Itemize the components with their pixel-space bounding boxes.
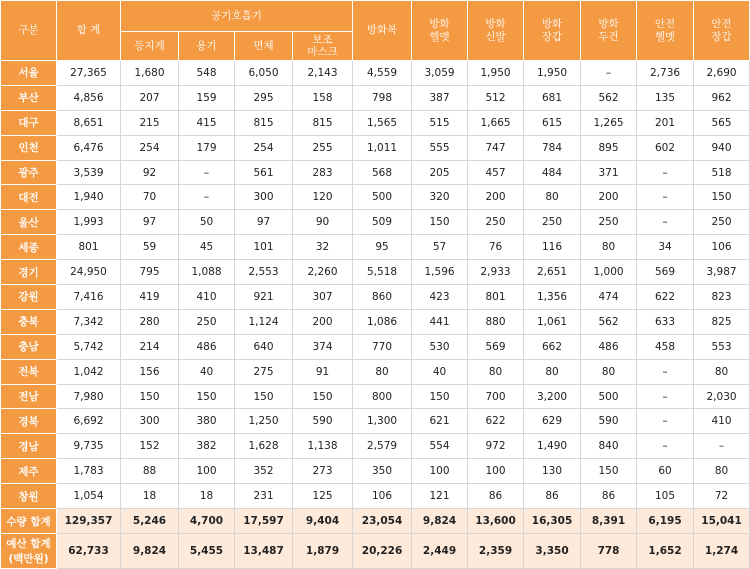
value-cell: 150 — [121, 384, 179, 409]
value-cell: 590 — [581, 409, 637, 434]
value-cell: 80 — [581, 235, 637, 260]
value-cell: 622 — [468, 409, 524, 434]
value-cell: 382 — [179, 434, 235, 459]
value-cell: 7,342 — [57, 309, 121, 334]
value-cell: 1,124 — [235, 309, 293, 334]
value-cell: 515 — [412, 110, 468, 135]
value-cell: 100 — [468, 459, 524, 484]
value-cell: 778 — [581, 534, 637, 569]
value-cell: 962 — [694, 85, 750, 110]
value-cell: 150 — [694, 185, 750, 210]
value-cell: 484 — [524, 160, 581, 185]
value-cell: 410 — [179, 285, 235, 310]
value-cell: 1,086 — [353, 309, 412, 334]
table-row — [1, 384, 750, 409]
value-cell: 2,690 — [694, 61, 750, 86]
value-cell: 1,879 — [293, 534, 353, 569]
header-rest: 방화 신발 — [468, 1, 524, 61]
value-cell: 6,692 — [57, 409, 121, 434]
value-cell: 770 — [353, 334, 412, 359]
value-cell: 921 — [235, 285, 293, 310]
value-cell: 860 — [353, 285, 412, 310]
value-cell: 97 — [121, 210, 179, 235]
value-cell: 1,565 — [353, 110, 412, 135]
value-cell: 159 — [179, 85, 235, 110]
value-cell: 76 — [468, 235, 524, 260]
value-cell: 415 — [179, 110, 235, 135]
header-rest: 방화 헬멧 — [412, 1, 468, 61]
value-cell: 2,553 — [235, 260, 293, 285]
value-cell: 423 — [412, 285, 468, 310]
value-cell: 880 — [468, 309, 524, 334]
value-cell: 486 — [179, 334, 235, 359]
value-cell: 565 — [694, 110, 750, 135]
value-cell: 615 — [524, 110, 581, 135]
table-row — [1, 434, 750, 459]
region-cell: 전남 — [1, 384, 57, 409]
value-cell: 1,138 — [293, 434, 353, 459]
region-cell: 수량 합계 — [1, 509, 57, 534]
value-cell: 457 — [468, 160, 524, 185]
value-cell: 86 — [524, 484, 581, 509]
value-cell: 105 — [637, 484, 694, 509]
value-cell: 80 — [524, 359, 581, 384]
value-cell: 500 — [353, 185, 412, 210]
value-cell: 125 — [293, 484, 353, 509]
value-cell: 97 — [235, 210, 293, 235]
header-breathing-sub: 등지게 — [121, 32, 179, 61]
value-cell: 214 — [121, 334, 179, 359]
value-cell: 24,950 — [57, 260, 121, 285]
value-cell: 4,856 — [57, 85, 121, 110]
value-cell: 940 — [694, 135, 750, 160]
value-cell: 700 — [468, 384, 524, 409]
value-cell: 2,933 — [468, 260, 524, 285]
value-cell: 200 — [468, 185, 524, 210]
table-row — [1, 484, 750, 509]
value-cell: 3,059 — [412, 61, 468, 86]
value-cell: 8,391 — [581, 509, 637, 534]
value-cell: – — [179, 160, 235, 185]
value-cell: – — [637, 434, 694, 459]
value-cell: 60 — [637, 459, 694, 484]
value-cell: 2,030 — [694, 384, 750, 409]
value-cell: 1,061 — [524, 309, 581, 334]
value-cell: 553 — [694, 334, 750, 359]
region-cell: 세종 — [1, 235, 57, 260]
value-cell: 80 — [468, 359, 524, 384]
table-row — [1, 285, 750, 310]
value-cell: 255 — [293, 135, 353, 160]
value-cell: 530 — [412, 334, 468, 359]
value-cell: – — [637, 210, 694, 235]
value-cell: 13,600 — [468, 509, 524, 534]
value-cell: 1,088 — [179, 260, 235, 285]
value-cell: 681 — [524, 85, 581, 110]
region-cell: 대전 — [1, 185, 57, 210]
header-region: 구분 — [1, 1, 57, 61]
value-cell: 80 — [581, 359, 637, 384]
value-cell: – — [581, 61, 637, 86]
value-cell: 135 — [637, 85, 694, 110]
value-cell: 150 — [179, 384, 235, 409]
summary-row — [1, 534, 750, 569]
value-cell: 90 — [293, 210, 353, 235]
value-cell: 57 — [412, 235, 468, 260]
value-cell: 300 — [235, 185, 293, 210]
table-row — [1, 85, 750, 110]
value-cell: 2,579 — [353, 434, 412, 459]
region-cell: 경북 — [1, 409, 57, 434]
value-cell: 3,200 — [524, 384, 581, 409]
region-cell: 인천 — [1, 135, 57, 160]
summary-row — [1, 509, 750, 534]
value-cell: 130 — [524, 459, 581, 484]
value-cell: 250 — [694, 210, 750, 235]
region-cell: 전북 — [1, 359, 57, 384]
table-row — [1, 160, 750, 185]
value-cell: 500 — [581, 384, 637, 409]
value-cell: 250 — [179, 309, 235, 334]
value-cell: 371 — [581, 160, 637, 185]
value-cell: 562 — [581, 85, 637, 110]
header-rest: 안전 장갑 — [694, 1, 750, 61]
value-cell: 70 — [121, 185, 179, 210]
value-cell: 275 — [235, 359, 293, 384]
value-cell: 100 — [412, 459, 468, 484]
value-cell: 295 — [235, 85, 293, 110]
table-row — [1, 235, 750, 260]
value-cell: 129,357 — [57, 509, 121, 534]
value-cell: 254 — [121, 135, 179, 160]
value-cell: 815 — [235, 110, 293, 135]
header-rest: 방화복 — [353, 1, 412, 61]
table-row — [1, 409, 750, 434]
value-cell: 622 — [637, 285, 694, 310]
value-cell: 1,274 — [694, 534, 750, 569]
value-cell: 350 — [353, 459, 412, 484]
value-cell: 801 — [57, 235, 121, 260]
value-cell: 815 — [293, 110, 353, 135]
header-rest: 방화 장갑 — [524, 1, 581, 61]
value-cell: 1,950 — [524, 61, 581, 86]
value-cell: 1,652 — [637, 534, 694, 569]
value-cell: 4,559 — [353, 61, 412, 86]
value-cell: 1,628 — [235, 434, 293, 459]
value-cell: 4,700 — [179, 509, 235, 534]
value-cell: 629 — [524, 409, 581, 434]
value-cell: 1,011 — [353, 135, 412, 160]
value-cell: 152 — [121, 434, 179, 459]
region-cell: 강원 — [1, 285, 57, 310]
value-cell: 387 — [412, 85, 468, 110]
value-cell: 410 — [694, 409, 750, 434]
value-cell: 380 — [179, 409, 235, 434]
value-cell: 40 — [179, 359, 235, 384]
table-row — [1, 210, 750, 235]
value-cell: 1,265 — [581, 110, 637, 135]
value-cell: 6,050 — [235, 61, 293, 86]
value-cell: 2,143 — [293, 61, 353, 86]
value-cell: 45 — [179, 235, 235, 260]
value-cell: 280 — [121, 309, 179, 334]
value-cell: 569 — [637, 260, 694, 285]
value-cell: 320 — [412, 185, 468, 210]
value-cell: 512 — [468, 85, 524, 110]
value-cell: 486 — [581, 334, 637, 359]
value-cell: 8,651 — [57, 110, 121, 135]
value-cell: 7,980 — [57, 384, 121, 409]
value-cell: 205 — [412, 160, 468, 185]
table-header — [1, 1, 750, 61]
value-cell: 17,597 — [235, 509, 293, 534]
value-cell: 590 — [293, 409, 353, 434]
value-cell: 80 — [694, 459, 750, 484]
value-cell: 15,041 — [694, 509, 750, 534]
value-cell: 352 — [235, 459, 293, 484]
value-cell: 568 — [353, 160, 412, 185]
table-body — [1, 61, 750, 569]
value-cell: 1,356 — [524, 285, 581, 310]
value-cell: 621 — [412, 409, 468, 434]
table-row — [1, 334, 750, 359]
region-cell: 울산 — [1, 210, 57, 235]
value-cell: 95 — [353, 235, 412, 260]
header-total: 합 계 — [57, 1, 121, 61]
value-cell: 150 — [412, 384, 468, 409]
value-cell: – — [637, 359, 694, 384]
value-cell: 555 — [412, 135, 468, 160]
value-cell: 840 — [581, 434, 637, 459]
value-cell: 9,824 — [412, 509, 468, 534]
value-cell: 5,455 — [179, 534, 235, 569]
value-cell: 150 — [235, 384, 293, 409]
value-cell: 1,596 — [412, 260, 468, 285]
region-cell: 충북 — [1, 309, 57, 334]
value-cell: 150 — [412, 210, 468, 235]
value-cell: 1,665 — [468, 110, 524, 135]
value-cell: 101 — [235, 235, 293, 260]
value-cell: 1,783 — [57, 459, 121, 484]
value-cell: 3,539 — [57, 160, 121, 185]
value-cell: 6,476 — [57, 135, 121, 160]
value-cell: 215 — [121, 110, 179, 135]
value-cell: 156 — [121, 359, 179, 384]
value-cell: 121 — [412, 484, 468, 509]
value-cell: 250 — [524, 210, 581, 235]
value-cell: 9,824 — [121, 534, 179, 569]
table-row — [1, 61, 750, 86]
table-row — [1, 260, 750, 285]
value-cell: 1,300 — [353, 409, 412, 434]
value-cell: 179 — [179, 135, 235, 160]
value-cell: 798 — [353, 85, 412, 110]
region-cell: 대구 — [1, 110, 57, 135]
region-cell: 창원 — [1, 484, 57, 509]
header-breathing-sub: 보조 마스크 — [293, 32, 353, 61]
value-cell: 633 — [637, 309, 694, 334]
header-breathing-group: 공기호흡기 — [121, 1, 353, 32]
value-cell: 747 — [468, 135, 524, 160]
value-cell: 518 — [694, 160, 750, 185]
value-cell: 509 — [353, 210, 412, 235]
value-cell: 972 — [468, 434, 524, 459]
value-cell: 86 — [581, 484, 637, 509]
value-cell: 6,195 — [637, 509, 694, 534]
value-cell: 40 — [412, 359, 468, 384]
value-cell: 1,250 — [235, 409, 293, 434]
value-cell: 1,940 — [57, 185, 121, 210]
value-cell: 13,487 — [235, 534, 293, 569]
value-cell: – — [637, 384, 694, 409]
value-cell: 640 — [235, 334, 293, 359]
value-cell: 554 — [412, 434, 468, 459]
table-row — [1, 359, 750, 384]
value-cell: 307 — [293, 285, 353, 310]
value-cell: 59 — [121, 235, 179, 260]
value-cell: 3,987 — [694, 260, 750, 285]
value-cell: 200 — [293, 309, 353, 334]
value-cell: 88 — [121, 459, 179, 484]
value-cell: – — [637, 409, 694, 434]
value-cell: 1,000 — [581, 260, 637, 285]
value-cell: 784 — [524, 135, 581, 160]
value-cell: 825 — [694, 309, 750, 334]
value-cell: 18 — [121, 484, 179, 509]
region-cell: 제주 — [1, 459, 57, 484]
value-cell: 91 — [293, 359, 353, 384]
table-row — [1, 185, 750, 210]
value-cell: 9,404 — [293, 509, 353, 534]
region-cell: 경남 — [1, 434, 57, 459]
value-cell: 50 — [179, 210, 235, 235]
value-cell: 795 — [121, 260, 179, 285]
value-cell: – — [637, 160, 694, 185]
value-cell: 1,950 — [468, 61, 524, 86]
value-cell: 5,742 — [57, 334, 121, 359]
value-cell: 2,736 — [637, 61, 694, 86]
value-cell: 116 — [524, 235, 581, 260]
value-cell: 150 — [293, 384, 353, 409]
value-cell: 1,042 — [57, 359, 121, 384]
value-cell: 9,735 — [57, 434, 121, 459]
value-cell: 1,054 — [57, 484, 121, 509]
value-cell: 801 — [468, 285, 524, 310]
value-cell: 18 — [179, 484, 235, 509]
value-cell: 300 — [121, 409, 179, 434]
value-cell: 569 — [468, 334, 524, 359]
value-cell: 273 — [293, 459, 353, 484]
value-cell: 2,260 — [293, 260, 353, 285]
header-rest: 안전 헬멧 — [637, 1, 694, 61]
value-cell: 5,246 — [121, 509, 179, 534]
value-cell: 32 — [293, 235, 353, 260]
value-cell: 92 — [121, 160, 179, 185]
value-cell: 231 — [235, 484, 293, 509]
value-cell: 254 — [235, 135, 293, 160]
header-breathing-sub: 면체 — [235, 32, 293, 61]
value-cell: 106 — [353, 484, 412, 509]
value-cell: – — [637, 185, 694, 210]
region-cell: 예산 합계 (백만원) — [1, 534, 57, 569]
value-cell: 62,733 — [57, 534, 121, 569]
value-cell: 561 — [235, 160, 293, 185]
value-cell: 200 — [581, 185, 637, 210]
region-cell: 광주 — [1, 160, 57, 185]
value-cell: 419 — [121, 285, 179, 310]
header-breathing-sub: 용기 — [179, 32, 235, 61]
value-cell: 86 — [468, 484, 524, 509]
value-cell: 23,054 — [353, 509, 412, 534]
header-rest: 방화 두건 — [581, 1, 637, 61]
region-cell: 서울 — [1, 61, 57, 86]
value-cell: 2,651 — [524, 260, 581, 285]
table-row — [1, 309, 750, 334]
value-cell: 895 — [581, 135, 637, 160]
value-cell: 800 — [353, 384, 412, 409]
table-row — [1, 459, 750, 484]
value-cell: 16,305 — [524, 509, 581, 534]
value-cell: 20,226 — [353, 534, 412, 569]
value-cell: 562 — [581, 309, 637, 334]
value-cell: 283 — [293, 160, 353, 185]
value-cell: 2,449 — [412, 534, 468, 569]
value-cell: 823 — [694, 285, 750, 310]
value-cell: 120 — [293, 185, 353, 210]
region-cell: 경기 — [1, 260, 57, 285]
value-cell: 27,365 — [57, 61, 121, 86]
value-cell: 474 — [581, 285, 637, 310]
value-cell: 548 — [179, 61, 235, 86]
value-cell: 250 — [581, 210, 637, 235]
value-cell: 207 — [121, 85, 179, 110]
value-cell: 201 — [637, 110, 694, 135]
table-row — [1, 135, 750, 160]
value-cell: 441 — [412, 309, 468, 334]
value-cell: 3,350 — [524, 534, 581, 569]
value-cell: 106 — [694, 235, 750, 260]
value-cell: 374 — [293, 334, 353, 359]
value-cell: 80 — [353, 359, 412, 384]
table-row — [1, 110, 750, 135]
value-cell: 5,518 — [353, 260, 412, 285]
value-cell: 1,993 — [57, 210, 121, 235]
value-cell: 150 — [581, 459, 637, 484]
value-cell: 1,680 — [121, 61, 179, 86]
value-cell: 250 — [468, 210, 524, 235]
value-cell: 72 — [694, 484, 750, 509]
value-cell: – — [179, 185, 235, 210]
value-cell: 662 — [524, 334, 581, 359]
value-cell: 34 — [637, 235, 694, 260]
value-cell: 602 — [637, 135, 694, 160]
value-cell: – — [694, 434, 750, 459]
value-cell: 7,416 — [57, 285, 121, 310]
value-cell: 2,359 — [468, 534, 524, 569]
value-cell: 80 — [694, 359, 750, 384]
value-cell: 458 — [637, 334, 694, 359]
value-cell: 80 — [524, 185, 581, 210]
region-cell: 부산 — [1, 85, 57, 110]
value-cell: 158 — [293, 85, 353, 110]
value-cell: 100 — [179, 459, 235, 484]
region-cell: 충남 — [1, 334, 57, 359]
value-cell: 1,490 — [524, 434, 581, 459]
